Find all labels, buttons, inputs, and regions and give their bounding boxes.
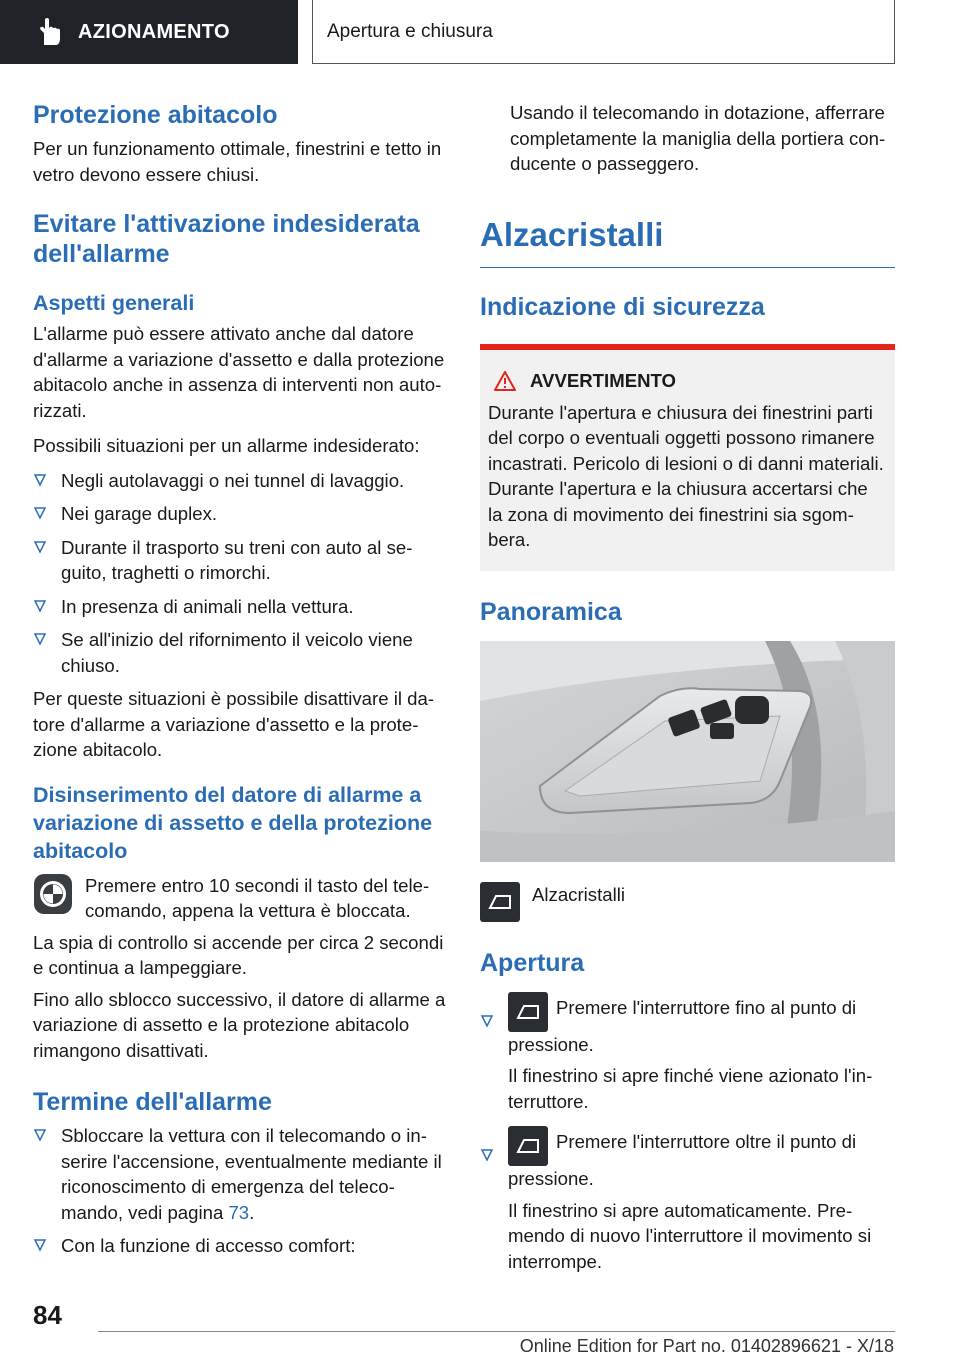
right-column [480,100,895,1282]
footer-rule [98,1331,895,1332]
section-tab [0,0,298,64]
chapter-title: Apertura e chiusura [327,20,493,42]
heading-panoramica: Panoramica [480,597,622,626]
para-premere: Premere entro 10 secondi il tasto del telecomando, appena la vettura è bloccata. [85,874,430,921]
para-spia: La spia di controllo si accende per circa 2 secondi e continua a lampeggiare. [33,931,444,978]
switch-icon-legend [480,882,895,922]
page-number: 84 [33,1300,62,1330]
section-title: AZIONAMENTO [78,20,230,43]
heading-apertura: Apertura [480,948,585,977]
para-aspetti: L'allarme può essere attivato anche dal datore d'allarme a variazione d'assetto e dalla protezione abitacolo anche in assenza di interventi non autorizzati. [33,323,445,421]
list-item: Durante il trasporto su treni con auto al seguito, traghetti o rimorchi. [33,535,446,586]
window-switch-photo [480,641,895,862]
triangle-bullet-icon [33,632,47,646]
triangle-bullet-icon [33,599,47,613]
heading-alzacristalli: Alzacristalli [480,215,664,253]
para-queste: Per queste situazioni è possibile disattivare il datore d'allarme a variazione d'assetto e la protezione abitacolo. [33,688,435,760]
remote-key-instruction [33,873,446,924]
window-switch-icon [508,992,548,1032]
icon-caption: Alzacristalli [532,883,625,905]
list-item: Premere l'interruttore fino al punto di pressione. Il finestrino si apre finché viene azionato l'interruttore. [480,992,895,1115]
triangle-bullet-icon [480,1014,494,1028]
list-item: Premere l'interruttore oltre il punto di pressione. Il finestrino si apre automaticamente. Premendo di nuovo l'interruttore il movimento si interrompe. [480,1126,895,1274]
para-fino: Fino allo sblocco successivo, il datore di allarme a variazione di assetto e la protezione abitacolo rimangono disattivati. [33,988,446,1061]
para-ap2-sub: Il finestrino si apre automaticamente. Premendo di nuovo l'interruttore il movimento si interrompe. [508,1199,872,1272]
list-item: Con la funzione di accesso comfort: [33,1233,446,1259]
heading-indicazione: Indicazione di sicurezza [480,292,765,321]
termine-list [33,1123,446,1259]
heading-disinserimento: Disinserimento del datore di allarme a variazione di assetto e della protezione abitacolo [33,782,433,863]
bmw-remote-key-icon [33,873,73,915]
list-item: Se all'inizio del rifornimento il veicolo viene chiuso. [33,627,446,678]
hand-pointer-icon [36,17,64,47]
list-item: Nei garage duplex. [33,501,446,527]
page-link[interactable]: 73 [228,1201,250,1223]
heading-evitare: Evitare l'attivazione indesiderata dell'allarme [33,210,420,268]
warning-box [480,344,895,571]
triangle-bullet-icon [33,1128,47,1142]
chapter-header [312,0,895,64]
left-column [33,100,446,1267]
edition-footer: Online Edition for Part no. 01402896621 - X/18 [519,1336,894,1356]
warning-title-row [488,370,887,392]
warning-title: AVVERTIMENTO [530,369,677,391]
window-switch-icon [480,882,520,922]
para-usando: Usando il telecomando in dotazione, afferrare completamente la maniglia della portiera conducente o passeggero. [510,102,886,174]
warning-triangle-icon [494,371,516,391]
heading-aspetti: Aspetti generali [33,291,195,315]
list-item: Sbloccare la vettura con il telecomando o inserire l'accensione, eventualmente mediante il riconoscimento di emergenza del telecomando, vedi pagina 73. [33,1123,446,1225]
heading-termine: Termine dell'allarme [33,1088,272,1116]
warning-text: Durante l'apertura e chiusura dei finestrini parti del corpo o eventuali oggetti possono rimanere incastrati. Pericolo di lesioni o di danni materiali. Durante l'apertura e la chiusura accertarsi che la zona di movimento dei finestrini sia sgombera. [488,401,884,550]
para-possibili: Possibili situazioni per un allarme indesiderato: [33,435,420,456]
para-protezione: Per un funzionamento ottimale, finestrini e tetto in vetro devono essere chiusi. [33,138,442,185]
triangle-bullet-icon [33,506,47,520]
triangle-bullet-icon [33,473,47,487]
apertura-list [480,992,895,1275]
triangle-bullet-icon [33,540,47,554]
list-item: In presenza di animali nella vettura. [33,594,446,620]
triangle-bullet-icon [480,1148,494,1162]
heading-underline [480,267,895,268]
heading-protezione: Protezione abitacolo [33,101,278,129]
situations-list [33,468,446,679]
list-item: Negli autolavaggi o nei tunnel di lavaggio. [33,468,446,494]
window-switch-icon [508,1126,548,1166]
triangle-bullet-icon [33,1238,47,1252]
para-ap1-sub: Il finestrino si apre finché viene azionato l'interruttore. [508,1065,873,1112]
